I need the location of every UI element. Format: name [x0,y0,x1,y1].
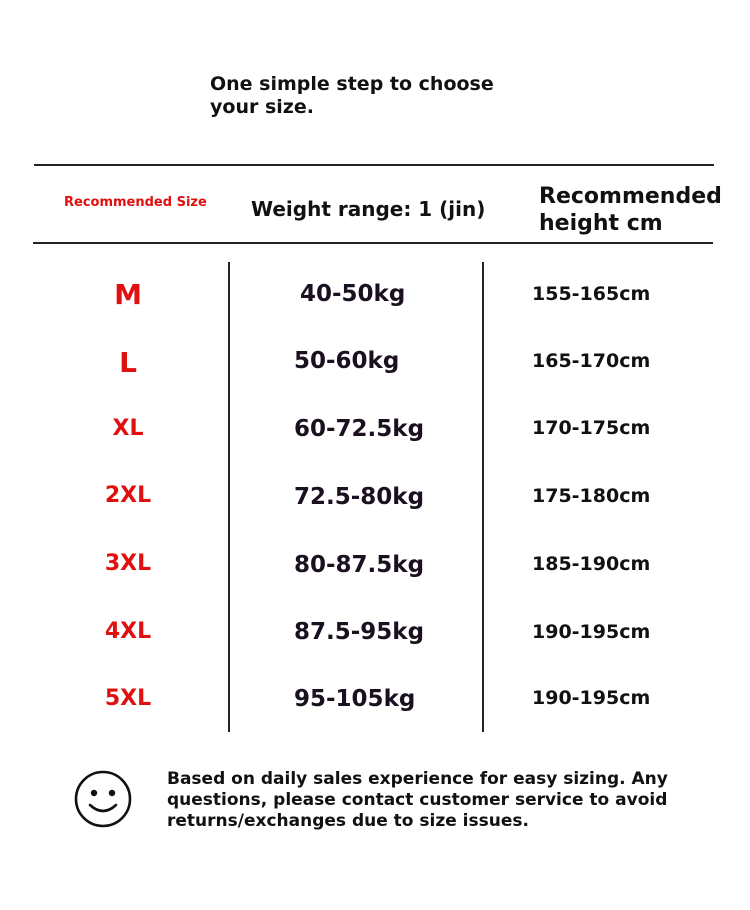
size-cell: 4XL [104,619,152,644]
weight-cell: 80-87.5kg [294,552,425,578]
size-cell: 2XL [104,483,152,508]
size-cell: 3XL [104,551,152,576]
height-cell: 175-180cm [532,485,651,507]
table-row [0,550,750,590]
weight-cell: 87.5-95kg [294,619,425,645]
sizing-note: Based on daily sales experience for easy sizing. Any questions, please contact customer service to avoid returns/exchanges due to size issues. [167,769,668,831]
page-title: One simple step to choose your size. [210,73,494,118]
header-height: Recommended height cm [539,184,722,236]
weight-cell: 72.5-80kg [294,484,425,510]
height-cell: 190-195cm [532,621,651,643]
weight-cell: 60-72.5kg [294,416,425,442]
weight-cell: 50-60kg [294,348,400,374]
size-cell: L [119,346,137,379]
height-cell: 190-195cm [532,687,651,709]
smiley-face-icon [74,770,132,828]
table-row [0,482,750,522]
table-row [0,618,750,658]
header-size: Recommended Size [64,195,207,210]
weight-cell: 40-50kg [300,281,406,307]
size-cell: 5XL [104,686,152,711]
height-cell: 155-165cm [532,283,651,305]
height-cell: 185-190cm [532,553,651,575]
table-row [0,346,750,386]
height-cell: 170-175cm [532,417,651,439]
table-top-rule [34,164,714,166]
height-cell: 165-170cm [532,350,651,372]
table-row [0,278,750,318]
table-row [0,414,750,454]
table-row [0,685,750,725]
weight-cell: 95-105kg [294,686,416,712]
header-weight: Weight range: 1 (jin) [251,197,486,221]
table-header-rule [33,242,713,244]
size-cell: XL [112,416,144,441]
size-cell: M [114,278,142,311]
